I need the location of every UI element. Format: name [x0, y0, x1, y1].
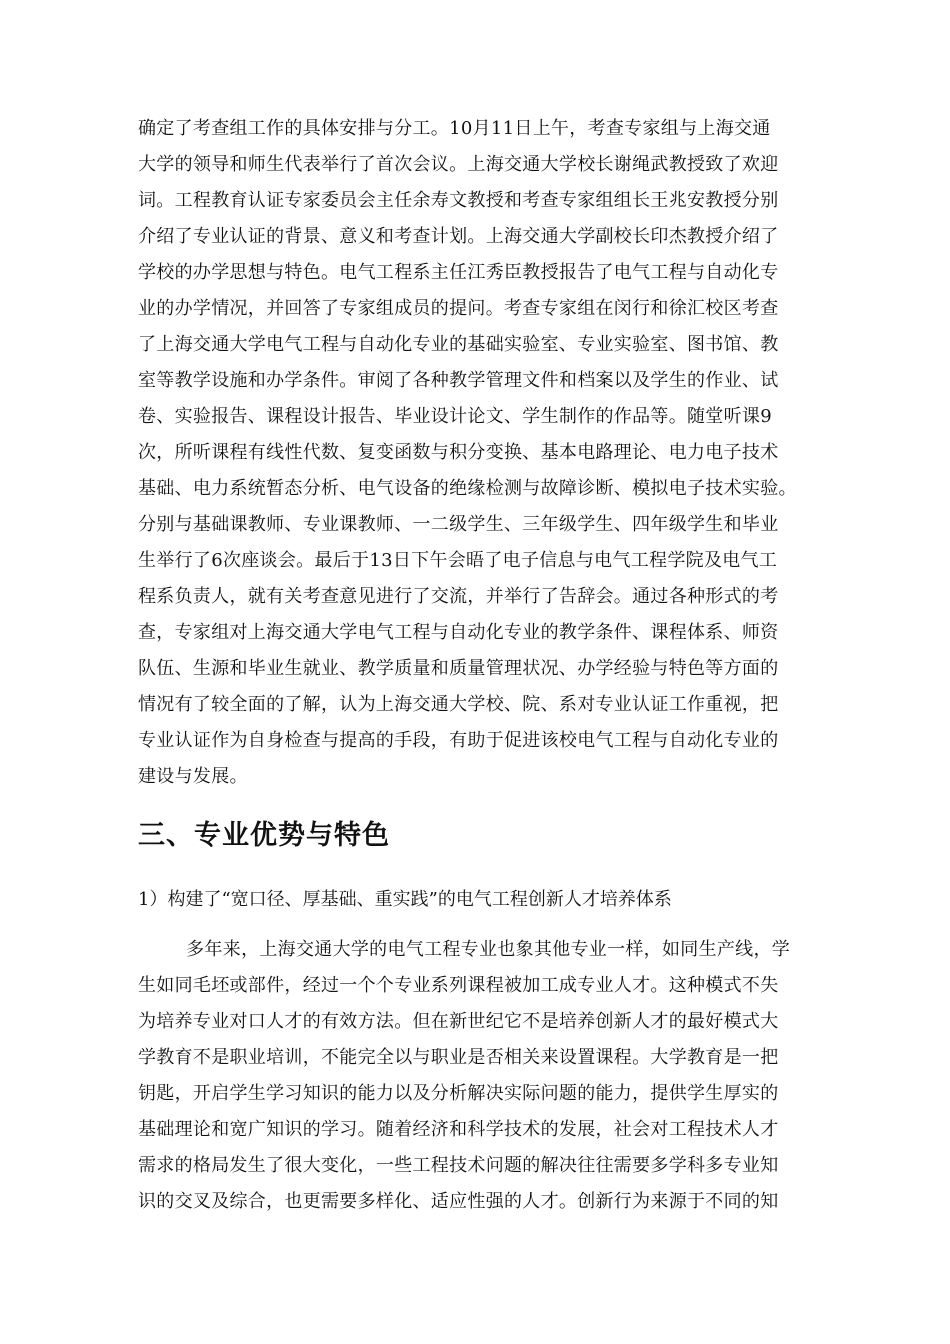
text-line: 建设与发展。	[138, 766, 248, 787]
text-line: 了上海交通大学电气工程与自动化专业的基础实验室、专业实验室、图书馆、教	[138, 334, 779, 355]
text-line: 识的交叉及综合，也更需要多样化、适应性强的人才。创新行为来源于不同的知	[138, 1191, 779, 1212]
text-line: 学教育不是职业培训，不能完全以与职业是否相关来设置课程。大学教育是一把	[138, 1047, 779, 1068]
text-line: 生如同毛坯或部件，经过一个个专业系列课程被加工成专业人才。这种模式不失	[138, 975, 779, 996]
text-line: 为培养专业对口人才的有效方法。但在新世纪它不是培养创新人才的最好模式大	[138, 1011, 779, 1032]
text-line: 生举行了6次座谈会。最后于13日下午会晤了电子信息与电气工程学院及电气工	[138, 550, 778, 571]
text-line: 钥匙，开启学生学习知识的能力以及分析解决实际问题的能力，提供学生厚实的	[138, 1083, 779, 1104]
text-line: 室等教学设施和办学条件。审阅了各种教学管理文件和档案以及学生的作业、试	[138, 370, 779, 391]
text-line: 需求的格局发生了很大变化，一些工程技术问题的解决往往需要多学科多专业知	[138, 1155, 779, 1176]
subheading: 1）构建了“宽口径、厚基础、重实践”的电气工程创新人才培养体系	[138, 889, 672, 910]
text-line: 专业认证作为自身检查与提高的手段，有助于促进该校电气工程与自动化专业的	[138, 730, 779, 751]
text-line: 程系负责人，就有关考查意见进行了交流，并举行了告辞会。通过各种形式的考	[138, 586, 779, 607]
text-line: 分别与基础课教师、专业课教师、一二级学生、三年级学生、四年级学生和毕业	[138, 514, 779, 535]
text-line: 情况有了较全面的了解，认为上海交通大学校、院、系对专业认证工作重视，把	[138, 694, 779, 715]
text-line: 基础、电力系统暂态分析、电气设备的绝缘检测与故障诊断、模拟电子技术实验。	[138, 478, 797, 499]
text-line: 业的办学情况，并回答了专家组成员的提问。考查专家组在闵行和徐汇校区考查	[138, 298, 779, 319]
text-line: 多年来，上海交通大学的电气工程专业也象其他专业一样，如同生产线，学	[138, 939, 791, 960]
text-line: 基础理论和宽广知识的学习。随着经济和科学技术的发展，社会对工程技术人才	[138, 1119, 779, 1140]
text-line: 队伍、生源和毕业生就业、教学质量和质量管理状况、办学经验与特色等方面的	[138, 658, 779, 679]
text-line: 查，专家组对上海交通大学电气工程与自动化专业的教学条件、课程体系、师资	[138, 622, 779, 643]
text-line: 学校的办学思想与特色。电气工程系主任江秀臣教授报告了电气工程与自动化专	[138, 262, 779, 283]
text-line: 介绍了专业认证的背景、意义和考查计划。上海交通大学副校长印杰教授介绍了	[138, 226, 779, 247]
text-line: 词。工程教育认证专家委员会主任余寿文教授和考查专家组组长王兆安教授分别	[138, 190, 779, 211]
text-line: 次，所听课程有线性代数、复变函数与积分变换、基本电路理论、电力电子技术	[138, 442, 779, 463]
text-line: 卷、实验报告、课程设计报告、毕业设计论文、学生制作的作品等。随堂听课9	[138, 406, 772, 427]
text-line: 确定了考查组工作的具体安排与分工。10月11日上午，考查专家组与上海交通	[138, 118, 771, 139]
section-heading: 三、专业优势与特色	[138, 820, 390, 851]
text-line: 大学的领导和师生代表举行了首次会议。上海交通大学校长谢绳武教授致了欢迎	[138, 154, 779, 175]
